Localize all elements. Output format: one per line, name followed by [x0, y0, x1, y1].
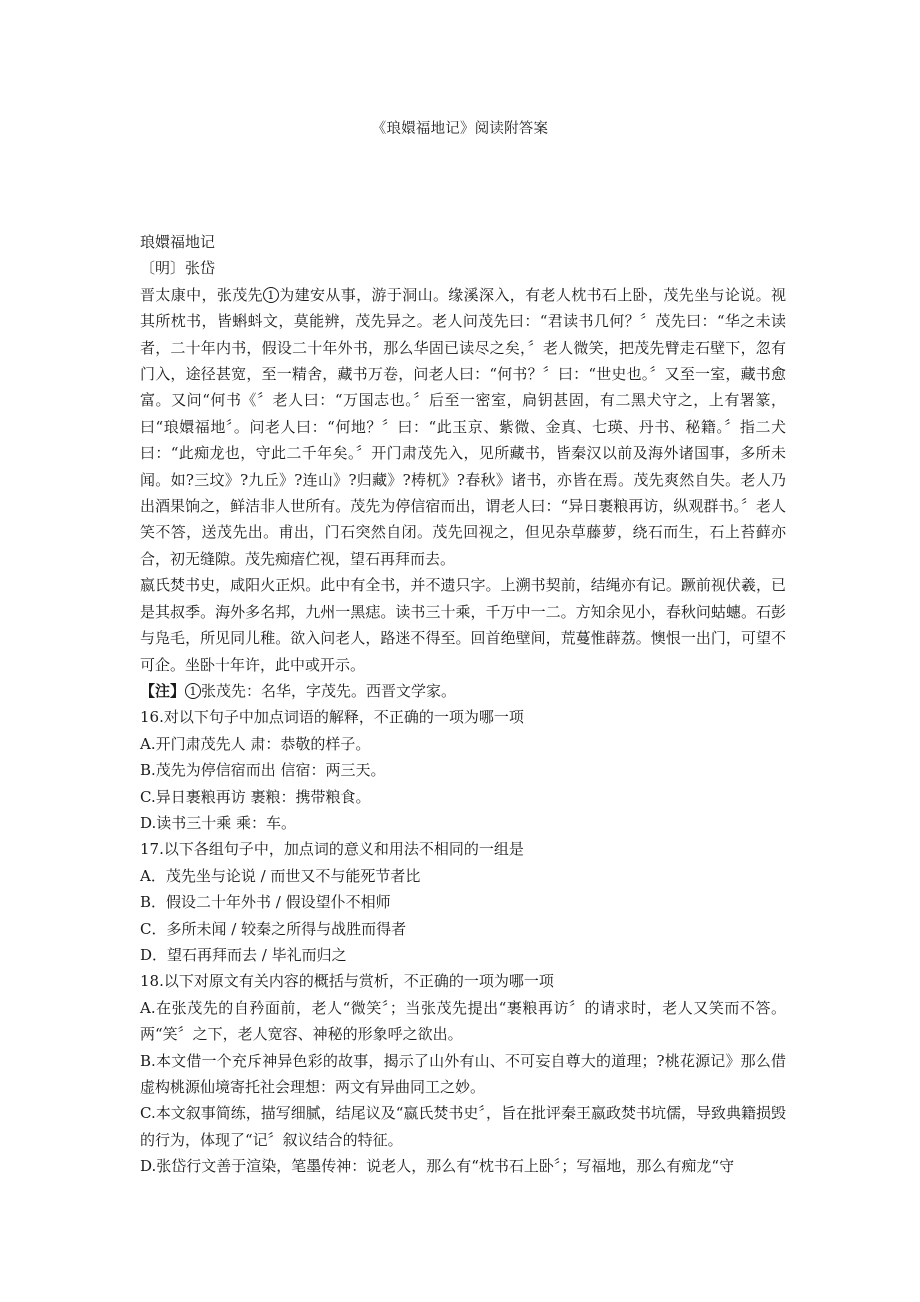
footnote-text: 张茂先：名华，字茂先。西晋文学家。: [201, 681, 457, 700]
option-c: C.异日裹粮再访 裹粮：携带粮食。: [140, 787, 371, 806]
option-a: A.开门肃茂先人 肃：恭敬的样子。: [140, 734, 371, 753]
footnote-marker: 1: [263, 287, 279, 303]
footnote-label: 【注】: [140, 681, 186, 700]
option-a: A.在张茂先的自矜面前，老人“微笑〞；当张茂先提出“裹粮再访〞的请求时，老人又笑而不答。两“笑〞之下，老人宽容、神秘的形象呼之欲出。: [140, 998, 786, 1044]
option-d: D.读书三十乘 乘：车。: [140, 813, 297, 832]
question-stem: 18.以下对原文有关内容的概括与赏析，不正确的一项为哪一项: [140, 972, 554, 991]
option-d: D．望石再拜而去 / 毕礼而归之: [140, 945, 347, 964]
question-stem: 16.对以下句子中加点词语的解释，不正确的一项为哪一项: [140, 708, 524, 727]
option-b: B.本文借一个充斥神异色彩的故事，揭示了山外有山、不可妄自尊大的道理；?桃花源记》那么借虚构桃源仙境寄托社会理想：两文有异曲同工之妙。: [140, 1051, 786, 1096]
document-body: [140, 229, 786, 1180]
article-paragraph-2: 嬴氏焚书史，咸阳火正炽。此中有全书，并不遗只字。上溯书契前，结绳亦有记。蹶前视伏羲，已是其叔季。海外多名邦，九州一黑痣。读书三十乘，千万中一二。方知余见小，春秋问蛄蟪。石彭与凫毛，所见同儿稚。欲入问老人，路迷不得至。回首绝壁间，荒蔓惟薜荔。懊恨一出门，可望不可企。坐卧十年许，此中或开示。: [140, 576, 786, 674]
option-a: A．茂先坐与论说 / 而世又不与能死节者比: [140, 866, 421, 885]
footnote-marker: 1: [185, 683, 201, 699]
option-b: B．假设二十年外书 / 假设望仆不相师: [140, 893, 391, 912]
question-18: [140, 968, 786, 1179]
paragraph-1-rest: 为建安从事，游于洞山。缘溪深入，有老人枕书石上卧，茂先坐与论说。视其所枕书，皆蝌蚪文，莫能辨，茂先异之。老人问茂先曰：“君读书几何？〞茂先曰：“华之未读者，二十年内书，假设二十年外书，那么华固已读尽之矣，〞老人微笑，把茂先臂走石壁下，忽有门入，途径甚宽，至一精舍，藏书万卷，问老人曰：“何书？〞曰：“世史也。〞又至一室，藏书愈富。又问“何书《〞老人曰：“万国志也。〞后至一密室，扃钥甚固，有二黑犬守之，上有署篆，曰“琅嬛福地〞。问老人曰：“何地？〞曰：“此玉京、紫微、金真、七瑛、丹书、秘籍。〞指二犬曰：“此痴龙也，守此二千年矣。〞开门肃茂先入，见所藏书，皆秦汉以前及海外诸国事，多所未闻。如?三坟》?九丘》?连山》?归藏》?梼杌》?春秋》诸书，亦皆在焉。茂先爽然自失。老人乃出酒果饷之，鲜洁非人世所有。茂先为停信宿而出，谓老人曰：“异日裹粮再访，纵观群书。〞老人笑不答，送茂先出。甫出，门石突然自闭。茂先回视之，但见杂草藤萝，绕石而生，石上苔藓亦合，初无缝隙。茂先痴瘖伫视，望石再拜而去。: [140, 285, 786, 568]
article-heading: 琅嬛福地记: [140, 233, 216, 251]
document-title: 《琅嬛福地记》阅读附答案: [371, 121, 549, 137]
option-c: C.本文叙事简练，描写细腻，结尾议及“嬴氏焚书史〞，旨在批评秦王嬴政焚书坑儒，导致典籍损毁的行为，体现了“记〞叙议结合的特征。: [140, 1104, 786, 1149]
question-17: [140, 836, 786, 968]
option-d: D.张岱行文善于渲染，笔墨传神：说老人，那么有“枕书石上卧〞；写福地，那么有痴龙“守: [140, 1157, 735, 1176]
option-b: B.茂先为停信宿而出 信宿：两三天。: [140, 761, 386, 780]
question-stem: 17.以下各组句子中，加点词的意义和用法不相同的一组是: [140, 840, 524, 859]
footnote: [140, 678, 786, 704]
option-c: C．多所未闻 / 较秦之所得与战胜而得者: [140, 919, 407, 938]
question-16: [140, 704, 786, 836]
paragraph-1-start: 晋太康中，张茂先: [140, 285, 263, 304]
article-paragraph-1: [140, 282, 786, 572]
article-author: 〔明〕张岱: [140, 259, 216, 278]
